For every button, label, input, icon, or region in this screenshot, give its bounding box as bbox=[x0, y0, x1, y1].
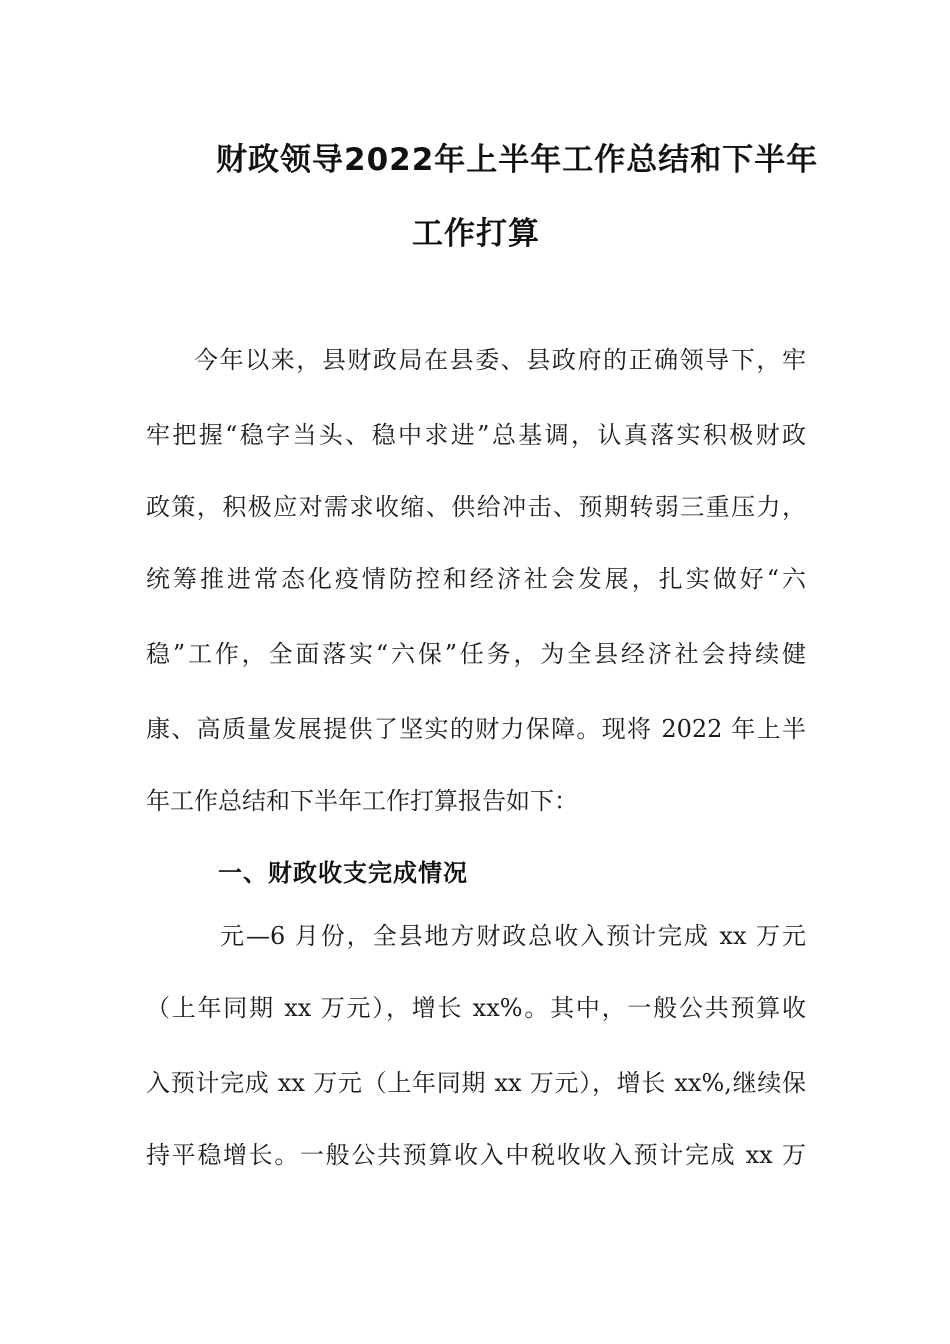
paragraph-line: 牢把握“稳字当头、稳中求进”总基调，认真落实积极财政 bbox=[146, 421, 806, 449]
section-heading: 一、财政收支完成情况 bbox=[218, 859, 468, 887]
paragraph-line: 持平稳增长。一般公共预算收入中税收收入预计完成 xx 万 bbox=[146, 1141, 806, 1169]
document-title-line-2: 工作打算 bbox=[412, 216, 540, 252]
paragraph-line: （上年同期 xx 万元），增长 xx%。其中，一般公共预算收 bbox=[146, 994, 806, 1022]
paragraph-line: 今年以来，县财政局在县委、县政府的正确领导下，牢 bbox=[194, 346, 806, 374]
paragraph-line: 入预计完成 xx 万元（上年同期 xx 万元），增长 xx%,继续保 bbox=[146, 1069, 806, 1097]
paragraph-line: 年工作总结和下半年工作打算报告如下： bbox=[146, 787, 578, 815]
document-title-line-1: 财政领导2022年上半年工作总结和下半年 bbox=[216, 142, 819, 178]
paragraph-line: 稳”工作，全面落实“六保”任务，为全县经济社会持续健 bbox=[146, 640, 806, 668]
paragraph-line: 康、高质量发展提供了坚实的财力保障。现将 2022 年上半 bbox=[146, 715, 806, 743]
paragraph-line: 政策，积极应对需求收缩、供给冲击、预期转弱三重压力， bbox=[146, 493, 806, 521]
paragraph-line: 统筹推进常态化疫情防控和经济社会发展，扎实做好“六 bbox=[146, 565, 806, 593]
paragraph-line: 元—6 月份，全县地方财政总收入预计完成 xx 万元 bbox=[220, 922, 806, 950]
